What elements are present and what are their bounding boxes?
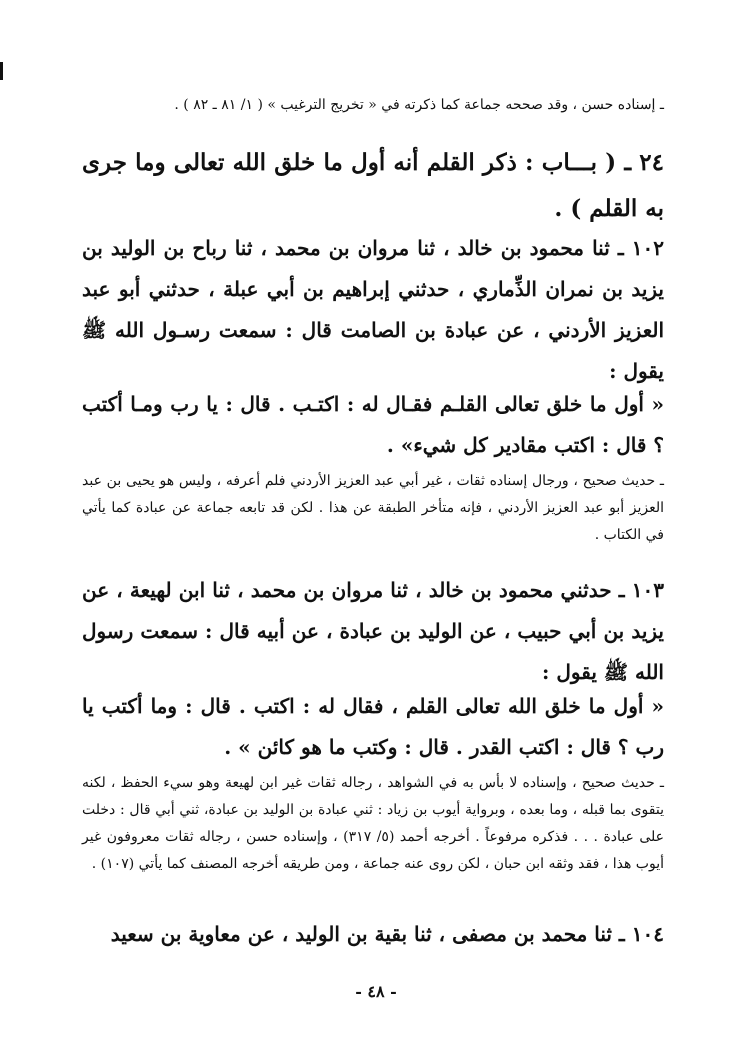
hadith-103-isnad: ١٠٣ ـ حدثني محمود بن خالد ، ثنا مروان بن محمد ، ثنا ابن لهيعة ، عن يزيد بن أبي حبيب ، عن الوليد بن عبادة ، عن أبيه قال : سمعت رسول الله ﷺ يقول :: [82, 578, 664, 684]
page-number: - ٤٨ -: [355, 982, 397, 1001]
hadith-103-footnote: ـ حديث صحيح ، وإسناده لا بأس به في الشواهد ، رجاله ثقات غير ابن لهيعة وهو سيء الحفظ ، لكنه يتقوى بما قبله ، وما بعده ، وبرواية أيوب بن زياد : ثني عبادة بن الوليد بن عبادة، ثني أبي قال : دخلت على عبادة . . . فذكره مرفوعاً . أخرجه أحمد (٥/ ٣١٧) ، وإسناده حسن ، رجاله ثقات معروفون غير أيوب هذا ، فقد وثقه ابن حبان ، لكن روى عنه جماعة ، ومن طريقه أخرجه المصنف كما يأتي (١٠٧) .: [82, 775, 664, 872]
hadith-103-text: « أول ما خلق الله تعالى القلم ، فقال له : اكتب . قال : وما أكتب يا رب ؟ قال : اكتب القدر . قال : وكتب ما هو كائن » .: [82, 694, 664, 759]
hadith-104-start: ١٠٤ ـ ثنا محمد بن مصفى ، ثنا بقية بن الوليد ، عن معاوية بن سعيد: [110, 922, 664, 946]
hadith-102-footnote: ـ حديث صحيح ، ورجال إسناده ثقات ، غير أبي عبد العزيز الأردني فلم أعرفه ، وليس هو يحيى بن عبد العزيز أبو عبد العزيز الأردني ، فإنه متأخر الطبقة عن هذا . لكن قد تابعه جماعة عن عبادة كما يأتي في الكتاب .: [82, 473, 664, 543]
chapter-heading: ٢٤ ـ ( بـــاب : ذكر القلم أنه أول ما خلق الله تعالى وما جرى به القلم ) .: [82, 149, 664, 222]
hadith-102-isnad: ١٠٢ ـ ثنا محمود بن خالد ، ثنا مروان بن محمد ، ثنا رباح بن الوليد بن يزيد بن نمران الذِّماري ، حدثني إبراهيم بن أبي عبلة ، حدثني أبو عبد العزيز الأردني ، عن عبادة بن الصامت قال : سمعت رسـول الله ﷺ يقول :: [82, 236, 664, 383]
intro-footnote: ـ إسناده حسن ، وقد صححه جماعة كما ذكرته في « تخريج الترغيب » ( ١/ ٨١ ـ ٨٢ ) .: [174, 97, 664, 113]
hadith-102-text: « أول ما خلق تعالى القلـم فقـال له : اكتـب . قال : يا رب ومـا أكتب ؟ قال : اكتب مقادير كل شيء» .: [82, 392, 664, 457]
scan-edge-mark: [0, 62, 3, 80]
